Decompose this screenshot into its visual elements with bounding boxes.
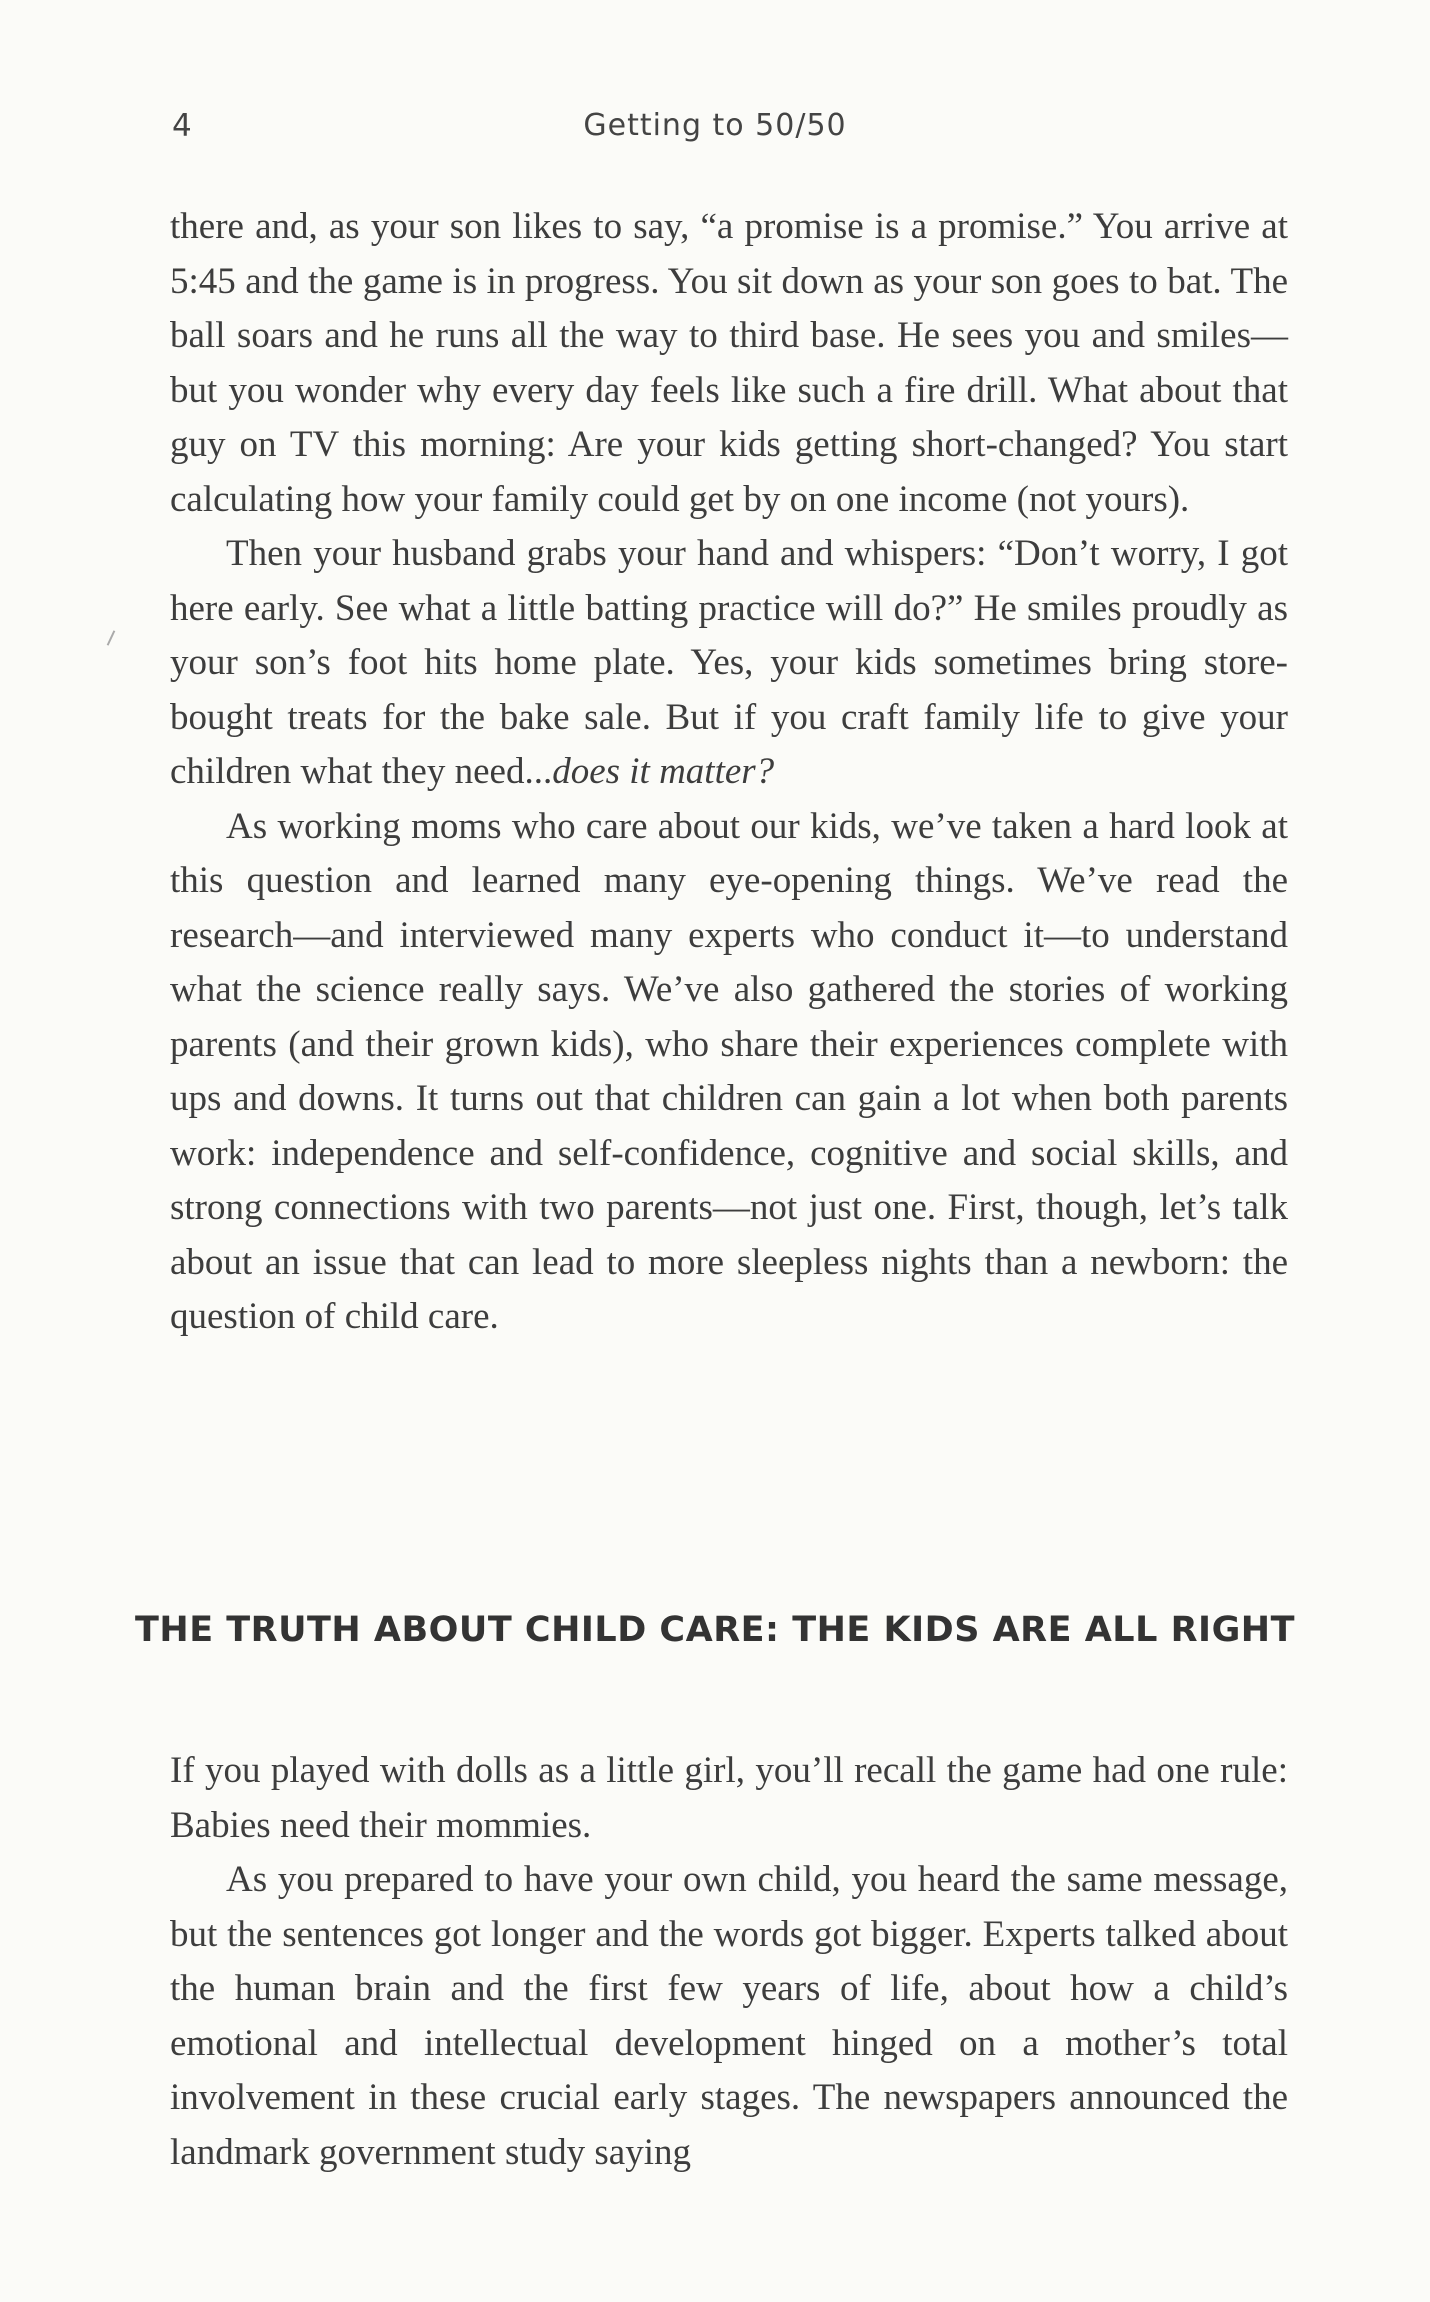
section-paragraph-1: If you played with dolls as a little girl, you’ll recall the game had one rule: Babies need their mommies. xyxy=(170,1750,1288,1846)
paragraph-2 xyxy=(170,527,1288,800)
page-number: 4 xyxy=(172,108,192,144)
body-text-block-1 xyxy=(170,200,1288,1345)
paragraph-2-italic: does it matter? xyxy=(552,751,775,792)
section-heading: THE TRUTH ABOUT CHILD CARE: THE KIDS ARE ALL RIGHT xyxy=(135,1610,1295,1650)
paragraph-3: As working moms who care about our kids, we’ve taken a hard look at this question and learned many eye-opening things. We’ve read the research—and interviewed many experts who conduct it—to understand what the science really says. We’ve also gathered the stories of working parents (and their grown kids), who share their experiences complete with ups and downs. It turns out that children can gain a lot when both parents work: independence and self-confidence, cognitive and social skills, and strong connections with two parents—not just one. First, though, let’s talk about an issue that can lead to more sleepless nights than a newborn: the question of child care. xyxy=(170,805,1288,1337)
section-paragraph-2: As you prepared to have your own child, you heard the same message, but the sentences got longer and the words got bigger. Experts talked about the human brain and the first few years of life, about how a child’s emotional and intellectual development hinged on a mother’s total involvement in these crucial early stages. The newspapers announced the landmark government study saying xyxy=(170,1859,1288,2173)
running-head-title: Getting to 50/50 xyxy=(583,108,847,143)
body-text-block-2 xyxy=(170,1744,1288,2180)
stray-mark xyxy=(107,630,116,645)
paragraph-2-text: Then your husband grabs your hand and whispers: “Don’t worry, I got here early. See what a little batting practice will do?” He smiles proudly as your son’s foot hits home plate. Yes, your kids sometimes bring store-bought treats for the bake sale. But if you craft family life to give your children what they need... xyxy=(170,533,1288,792)
paragraph-1: there and, as your son likes to say, “a promise is a promise.” You arrive at 5:45 and the game is in progress. You sit down as your son goes to bat. The ball soars and he runs all the way to third base. He sees you and smiles—but you wonder why every day feels like such a fire drill. What about that guy on TV this morning: Are your kids getting short-changed? You start calculating how your family could get by on one income (not yours). xyxy=(170,206,1288,520)
